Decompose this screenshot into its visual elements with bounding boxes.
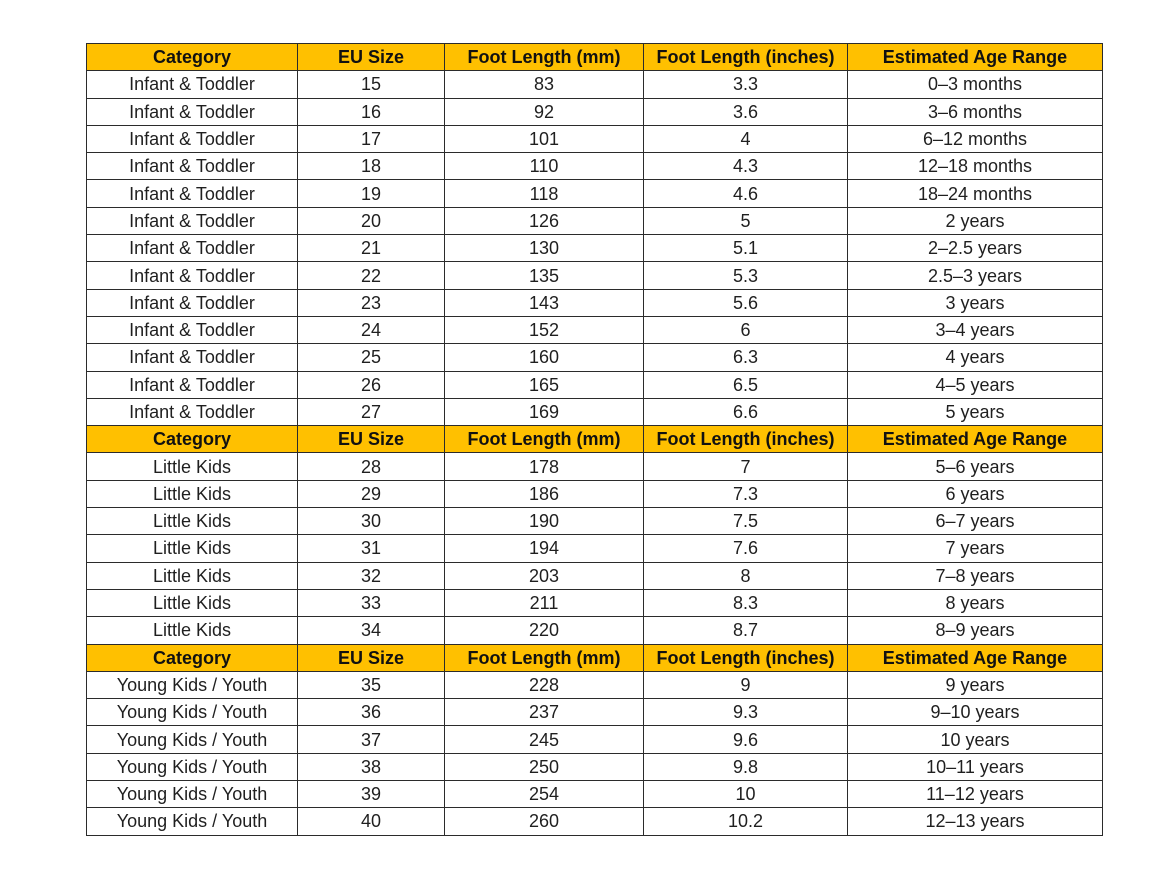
cell-foot-length-mm: 220 <box>445 617 644 644</box>
cell-age-range: 3–4 years <box>848 316 1103 343</box>
cell-category: Infant & Toddler <box>87 153 298 180</box>
cell-foot-length-mm: 110 <box>445 153 644 180</box>
cell-category: Young Kids / Youth <box>87 808 298 835</box>
cell-eu-size: 24 <box>298 316 445 343</box>
cell-foot-length-inches: 5 <box>644 207 848 234</box>
cell-foot-length-mm: 118 <box>445 180 644 207</box>
cell-foot-length-inches: 3.3 <box>644 71 848 98</box>
column-header-eu-size: EU Size <box>298 426 445 453</box>
cell-foot-length-mm: 83 <box>445 71 644 98</box>
table-row <box>87 808 1103 835</box>
table-row <box>87 180 1103 207</box>
column-header-foot-length-inches: Foot Length (inches) <box>644 644 848 671</box>
table-row <box>87 508 1103 535</box>
cell-foot-length-mm: 203 <box>445 562 644 589</box>
shoe-size-table <box>86 43 1103 836</box>
cell-foot-length-inches: 4.3 <box>644 153 848 180</box>
column-header-foot-length-mm: Foot Length (mm) <box>445 644 644 671</box>
cell-foot-length-inches: 4 <box>644 125 848 152</box>
cell-foot-length-mm: 245 <box>445 726 644 753</box>
cell-category: Young Kids / Youth <box>87 671 298 698</box>
cell-category: Infant & Toddler <box>87 180 298 207</box>
cell-foot-length-inches: 6.5 <box>644 371 848 398</box>
cell-eu-size: 25 <box>298 344 445 371</box>
cell-eu-size: 33 <box>298 589 445 616</box>
table-row <box>87 125 1103 152</box>
cell-age-range: 6 years <box>848 480 1103 507</box>
column-header-category: Category <box>87 44 298 71</box>
cell-foot-length-inches: 5.1 <box>644 235 848 262</box>
table-row <box>87 781 1103 808</box>
column-header-foot-length-mm: Foot Length (mm) <box>445 426 644 453</box>
cell-eu-size: 34 <box>298 617 445 644</box>
column-header-age-range: Estimated Age Range <box>848 44 1103 71</box>
cell-age-range: 9–10 years <box>848 699 1103 726</box>
cell-category: Infant & Toddler <box>87 235 298 262</box>
cell-eu-size: 32 <box>298 562 445 589</box>
table-row <box>87 480 1103 507</box>
cell-age-range: 10–11 years <box>848 753 1103 780</box>
table-row <box>87 344 1103 371</box>
cell-foot-length-inches: 3.6 <box>644 98 848 125</box>
cell-category: Little Kids <box>87 508 298 535</box>
cell-category: Young Kids / Youth <box>87 699 298 726</box>
table-row <box>87 562 1103 589</box>
cell-eu-size: 26 <box>298 371 445 398</box>
cell-eu-size: 21 <box>298 235 445 262</box>
cell-age-range: 2.5–3 years <box>848 262 1103 289</box>
cell-age-range: 3–6 months <box>848 98 1103 125</box>
cell-foot-length-mm: 152 <box>445 316 644 343</box>
cell-category: Little Kids <box>87 535 298 562</box>
table-body <box>87 44 1103 836</box>
cell-age-range: 12–18 months <box>848 153 1103 180</box>
cell-eu-size: 18 <box>298 153 445 180</box>
column-header-age-range: Estimated Age Range <box>848 426 1103 453</box>
cell-foot-length-mm: 165 <box>445 371 644 398</box>
table-row <box>87 398 1103 425</box>
cell-age-range: 2–2.5 years <box>848 235 1103 262</box>
cell-eu-size: 23 <box>298 289 445 316</box>
cell-category: Infant & Toddler <box>87 125 298 152</box>
cell-category: Infant & Toddler <box>87 71 298 98</box>
cell-age-range: 9 years <box>848 671 1103 698</box>
cell-foot-length-inches: 4.6 <box>644 180 848 207</box>
column-header-category: Category <box>87 644 298 671</box>
cell-eu-size: 31 <box>298 535 445 562</box>
cell-foot-length-mm: 186 <box>445 480 644 507</box>
cell-age-range: 8–9 years <box>848 617 1103 644</box>
cell-category: Young Kids / Youth <box>87 781 298 808</box>
cell-foot-length-mm: 169 <box>445 398 644 425</box>
cell-age-range: 11–12 years <box>848 781 1103 808</box>
cell-age-range: 7–8 years <box>848 562 1103 589</box>
cell-eu-size: 17 <box>298 125 445 152</box>
cell-foot-length-mm: 160 <box>445 344 644 371</box>
cell-category: Infant & Toddler <box>87 344 298 371</box>
cell-eu-size: 29 <box>298 480 445 507</box>
cell-foot-length-inches: 10.2 <box>644 808 848 835</box>
cell-age-range: 6–7 years <box>848 508 1103 535</box>
table-row <box>87 535 1103 562</box>
cell-category: Little Kids <box>87 617 298 644</box>
cell-age-range: 8 years <box>848 589 1103 616</box>
cell-foot-length-inches: 9 <box>644 671 848 698</box>
cell-category: Infant & Toddler <box>87 371 298 398</box>
table-row <box>87 235 1103 262</box>
cell-foot-length-inches: 7.5 <box>644 508 848 535</box>
cell-category: Young Kids / Youth <box>87 726 298 753</box>
column-header-foot-length-mm: Foot Length (mm) <box>445 44 644 71</box>
cell-category: Young Kids / Youth <box>87 753 298 780</box>
cell-foot-length-inches: 10 <box>644 781 848 808</box>
table-row <box>87 371 1103 398</box>
cell-foot-length-mm: 260 <box>445 808 644 835</box>
cell-foot-length-mm: 228 <box>445 671 644 698</box>
cell-foot-length-inches: 5.6 <box>644 289 848 316</box>
table-row <box>87 71 1103 98</box>
cell-foot-length-inches: 7.6 <box>644 535 848 562</box>
cell-foot-length-mm: 143 <box>445 289 644 316</box>
column-header-eu-size: EU Size <box>298 44 445 71</box>
column-header-eu-size: EU Size <box>298 644 445 671</box>
cell-eu-size: 35 <box>298 671 445 698</box>
table-row <box>87 153 1103 180</box>
cell-foot-length-mm: 250 <box>445 753 644 780</box>
cell-eu-size: 37 <box>298 726 445 753</box>
header-row <box>87 426 1103 453</box>
cell-foot-length-inches: 7.3 <box>644 480 848 507</box>
cell-age-range: 18–24 months <box>848 180 1103 207</box>
cell-foot-length-mm: 92 <box>445 98 644 125</box>
cell-eu-size: 27 <box>298 398 445 425</box>
table-row <box>87 98 1103 125</box>
cell-age-range: 5 years <box>848 398 1103 425</box>
cell-foot-length-mm: 254 <box>445 781 644 808</box>
cell-foot-length-mm: 190 <box>445 508 644 535</box>
cell-eu-size: 36 <box>298 699 445 726</box>
cell-age-range: 7 years <box>848 535 1103 562</box>
cell-foot-length-inches: 7 <box>644 453 848 480</box>
cell-eu-size: 39 <box>298 781 445 808</box>
cell-eu-size: 40 <box>298 808 445 835</box>
cell-eu-size: 22 <box>298 262 445 289</box>
cell-category: Infant & Toddler <box>87 98 298 125</box>
table-row <box>87 262 1103 289</box>
cell-foot-length-inches: 8.3 <box>644 589 848 616</box>
table-row <box>87 699 1103 726</box>
column-header-category: Category <box>87 426 298 453</box>
cell-age-range: 4 years <box>848 344 1103 371</box>
cell-eu-size: 28 <box>298 453 445 480</box>
cell-foot-length-mm: 135 <box>445 262 644 289</box>
cell-category: Little Kids <box>87 589 298 616</box>
table-row <box>87 753 1103 780</box>
cell-eu-size: 15 <box>298 71 445 98</box>
cell-category: Infant & Toddler <box>87 289 298 316</box>
cell-eu-size: 30 <box>298 508 445 535</box>
table-row <box>87 316 1103 343</box>
cell-category: Infant & Toddler <box>87 262 298 289</box>
column-header-foot-length-inches: Foot Length (inches) <box>644 426 848 453</box>
cell-foot-length-inches: 6 <box>644 316 848 343</box>
cell-foot-length-mm: 211 <box>445 589 644 616</box>
table-row <box>87 726 1103 753</box>
cell-foot-length-inches: 6.3 <box>644 344 848 371</box>
cell-foot-length-inches: 6.6 <box>644 398 848 425</box>
cell-age-range: 3 years <box>848 289 1103 316</box>
cell-age-range: 0–3 months <box>848 71 1103 98</box>
cell-age-range: 10 years <box>848 726 1103 753</box>
cell-eu-size: 16 <box>298 98 445 125</box>
cell-category: Little Kids <box>87 562 298 589</box>
cell-category: Infant & Toddler <box>87 398 298 425</box>
cell-foot-length-mm: 194 <box>445 535 644 562</box>
table-row <box>87 453 1103 480</box>
cell-age-range: 2 years <box>848 207 1103 234</box>
column-header-foot-length-inches: Foot Length (inches) <box>644 44 848 71</box>
table-row <box>87 617 1103 644</box>
cell-foot-length-mm: 101 <box>445 125 644 152</box>
cell-foot-length-inches: 5.3 <box>644 262 848 289</box>
cell-foot-length-mm: 178 <box>445 453 644 480</box>
header-row <box>87 44 1103 71</box>
cell-age-range: 4–5 years <box>848 371 1103 398</box>
cell-eu-size: 38 <box>298 753 445 780</box>
cell-foot-length-mm: 130 <box>445 235 644 262</box>
cell-eu-size: 20 <box>298 207 445 234</box>
cell-foot-length-mm: 126 <box>445 207 644 234</box>
cell-foot-length-inches: 8.7 <box>644 617 848 644</box>
header-row <box>87 644 1103 671</box>
column-header-age-range: Estimated Age Range <box>848 644 1103 671</box>
cell-foot-length-mm: 237 <box>445 699 644 726</box>
cell-foot-length-inches: 8 <box>644 562 848 589</box>
cell-foot-length-inches: 9.8 <box>644 753 848 780</box>
cell-age-range: 6–12 months <box>848 125 1103 152</box>
cell-age-range: 12–13 years <box>848 808 1103 835</box>
cell-category: Little Kids <box>87 480 298 507</box>
cell-category: Infant & Toddler <box>87 316 298 343</box>
table-row <box>87 671 1103 698</box>
cell-foot-length-inches: 9.6 <box>644 726 848 753</box>
cell-category: Infant & Toddler <box>87 207 298 234</box>
cell-category: Little Kids <box>87 453 298 480</box>
cell-age-range: 5–6 years <box>848 453 1103 480</box>
table-row <box>87 289 1103 316</box>
table-row <box>87 589 1103 616</box>
cell-foot-length-inches: 9.3 <box>644 699 848 726</box>
cell-eu-size: 19 <box>298 180 445 207</box>
table-row <box>87 207 1103 234</box>
